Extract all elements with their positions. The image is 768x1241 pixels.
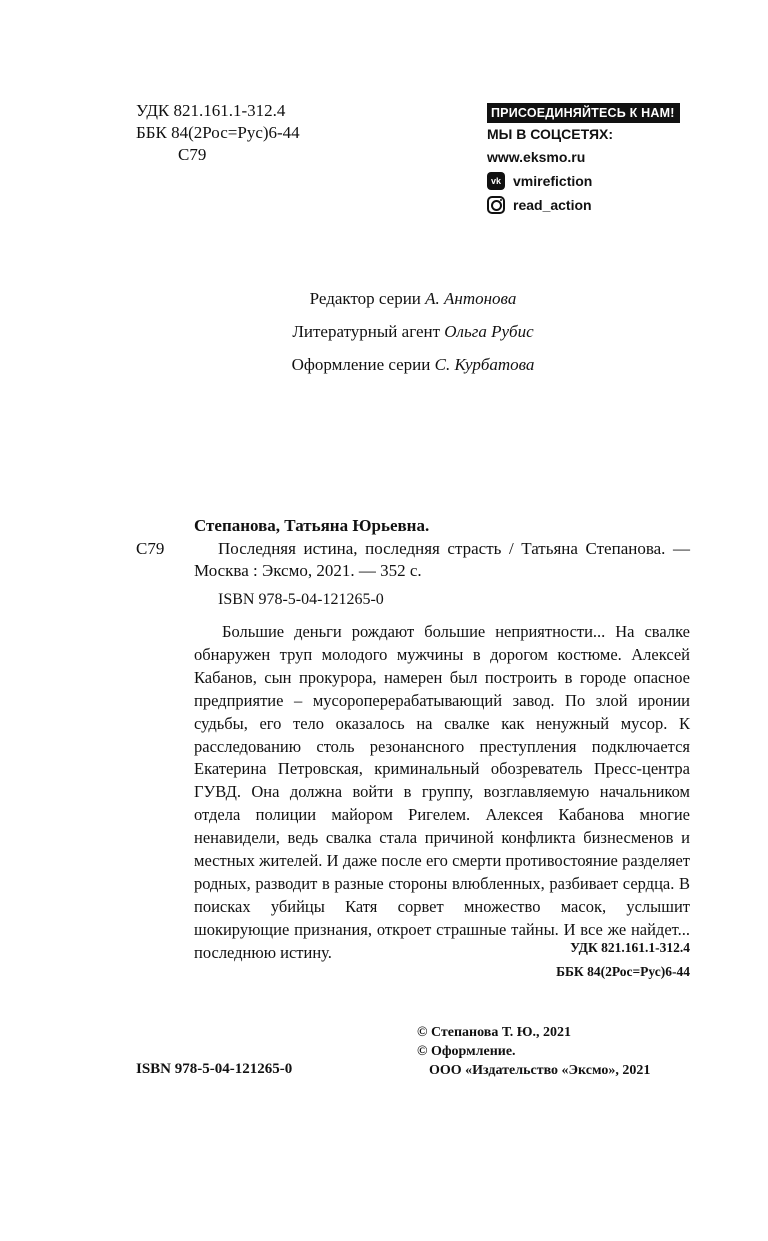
record-isbn: ISBN 978-5-04-121265-0	[218, 591, 384, 608]
instagram-handle[interactable]: read_action	[513, 196, 592, 213]
footer-classification	[490, 936, 690, 984]
website-link[interactable]: www.eksmo.ru	[487, 149, 586, 165]
copyright-design: © Оформление.	[417, 1044, 516, 1059]
credit-role: Оформление серии	[291, 355, 435, 374]
credits-block	[0, 287, 768, 386]
bbk-code: ББК 84(2Рос=Рус)6-44	[136, 123, 300, 142]
udk-code: УДК 821.161.1-312.4	[136, 101, 286, 120]
credit-series-design	[0, 353, 768, 386]
instagram-row[interactable]	[487, 193, 697, 217]
footer-bbk: ББК 84(2Рос=Рус)6-44	[556, 964, 690, 979]
classification-block	[136, 100, 300, 166]
credit-role: Литературный агент	[292, 322, 445, 341]
credit-role: Редактор серии	[309, 289, 426, 308]
record-author: Степанова, Татьяна Юрьевна.	[194, 516, 430, 535]
instagram-icon	[487, 196, 505, 214]
social-block	[487, 103, 697, 217]
vk-icon: vk	[487, 172, 505, 190]
footer-udk: УДК 821.161.1-312.4	[570, 940, 690, 955]
credit-literary-agent	[0, 320, 768, 353]
copyright-block	[417, 1023, 650, 1080]
copyright-publisher: ООО «Издательство «Эксмо», 2021	[429, 1063, 651, 1078]
annotation-text: Большие деньги рождают большие неприятности... На свалке обнаружен труп молодого мужчины в дорогом костюме. Алексей Кабанов, сын прокурора, намерен был построить в городе опасное предприятие – мусороперерабатывающий завод. По злой иронии судьбы, его тело оказалось на свалке как ненужный мусор. К расследованию столь резонансного преступления подключается Екатерина Петровская, криминальный обозреватель Пресс-центра ГУВД. Она должна войти в группу, возглавляемую начальником отдела полиции майором Ригелем. Алексея Кабанова многие ненавидели, ведь свалка стала причиной конфликта бизнесменов и местных жителей. И даже после его смерти противостояние разделяет родных, разводит в разные стороны влюбленных, разбивает сердца. В поисках убийцы Катя сорвет множество масок, услышит шокирующие признания, откроет страшные тайны. И все же найдет... последнюю истину.	[194, 622, 690, 962]
credit-name: С. Курбатова	[434, 355, 535, 374]
credit-series-editor	[0, 287, 768, 320]
credit-name: Ольга Рубис	[444, 322, 534, 341]
join-banner: ПРИСОЕДИНЯЙТЕСЬ К НАМ!	[487, 103, 680, 123]
vk-handle[interactable]: vmirefiction	[513, 172, 593, 189]
credit-name: А. Антонова	[425, 289, 517, 308]
copyright-author: © Степанова Т. Ю., 2021	[417, 1025, 572, 1040]
social-subtitle: МЫ В СОЦСЕТЯХ:	[487, 126, 614, 142]
vk-row[interactable]	[487, 169, 697, 193]
footer-isbn: ISBN 978-5-04-121265-0	[136, 1061, 293, 1077]
record-author-mark: С79	[136, 539, 165, 558]
record-description: Последняя истина, последняя страсть / Татьяна Степанова. — Москва : Эксмо, 2021. — 352 с.	[194, 539, 690, 580]
author-mark: С79	[178, 145, 207, 164]
